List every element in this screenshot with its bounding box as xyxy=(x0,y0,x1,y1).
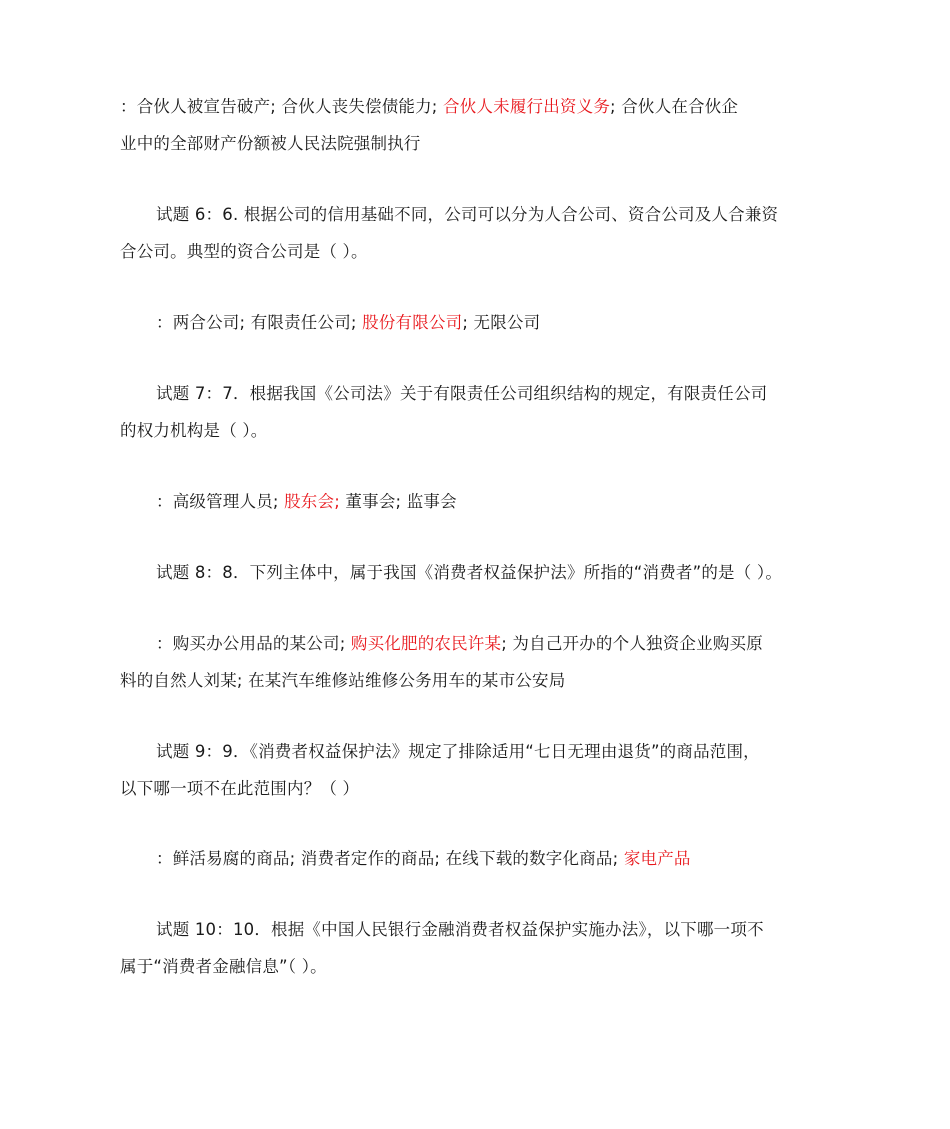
question-6-line xyxy=(120,242,368,262)
option-text: 董事会; 监事会 xyxy=(339,492,457,511)
question-6-line xyxy=(156,205,778,225)
correct-answer: 合伙人未履行出资义务 xyxy=(443,97,611,116)
question-10-line xyxy=(120,957,327,977)
option-text: 业中的全部财产份额被人民法院强制执行 xyxy=(120,134,421,153)
question-10-line xyxy=(156,920,764,940)
answer-options-line xyxy=(120,97,738,117)
option-text: ：合伙人被宣告破产; 合伙人丧失偿债能力; xyxy=(120,97,444,116)
correct-answer: 家电产品 xyxy=(623,849,691,868)
question-text: 合公司。典型的资合公司是（ ）。 xyxy=(120,242,368,261)
answer-options-line xyxy=(120,134,421,154)
question-text: 试题 7：7．根据我国《公司法》关于有限责任公司组织结构的规定，有限责任公司 xyxy=(156,384,768,403)
option-text: ：鲜活易腐的商品; 消费者定作的商品; 在线下载的数字化商品; xyxy=(156,849,624,868)
option-text: ; 合伙人在合伙企 xyxy=(610,97,739,116)
question-text: 以下哪一项不在此范围内？（ ） xyxy=(120,779,360,798)
option-text: ; 为自己开办的个人独资企业购买原 xyxy=(501,634,763,653)
question-text: 试题 10：10．根据《中国人民银行金融消费者权益保护实施办法》，以下哪一项不 xyxy=(156,920,764,939)
answer-8-options xyxy=(120,671,565,691)
answer-7-options xyxy=(156,492,457,512)
question-text: 试题 6：6. 根据公司的信用基础不同，公司可以分为人合公司、资合公司及人合兼资 xyxy=(156,205,779,224)
question-text: 的权力机构是（ ）。 xyxy=(120,421,268,440)
question-9-line xyxy=(156,742,760,762)
option-text: 料的自然人刘某; 在某汽车维修站维修公务用车的某市公安局 xyxy=(120,671,566,690)
question-text: 属于“消费者金融信息”（ ）。 xyxy=(120,957,327,976)
question-7-line xyxy=(120,421,268,441)
option-text: ：两合公司; 有限责任公司; xyxy=(156,313,363,332)
option-text: ：购买办公用品的某公司; xyxy=(156,634,351,653)
correct-answer: 股东会; xyxy=(284,492,340,511)
answer-8-options xyxy=(156,634,763,654)
correct-answer: 股份有限公司 xyxy=(362,313,463,332)
question-9-line xyxy=(120,779,359,799)
correct-answer: 购买化肥的农民许某 xyxy=(350,634,502,653)
question-text: 试题 9：9．《消费者权益保护法》规定了排除适用“七日无理由退货”的商品范围， xyxy=(156,742,760,761)
option-text: ：高级管理人员; xyxy=(156,492,285,511)
question-text: 试题 8：8．下列主体中，属于我国《消费者权益保护法》所指的“消费者”的是（ ）。 xyxy=(156,563,783,582)
answer-9-options xyxy=(156,849,691,869)
question-7-line xyxy=(156,384,767,404)
option-text: ; 无限公司 xyxy=(462,313,541,332)
question-8-line xyxy=(156,563,782,583)
answer-6-options xyxy=(156,313,540,333)
